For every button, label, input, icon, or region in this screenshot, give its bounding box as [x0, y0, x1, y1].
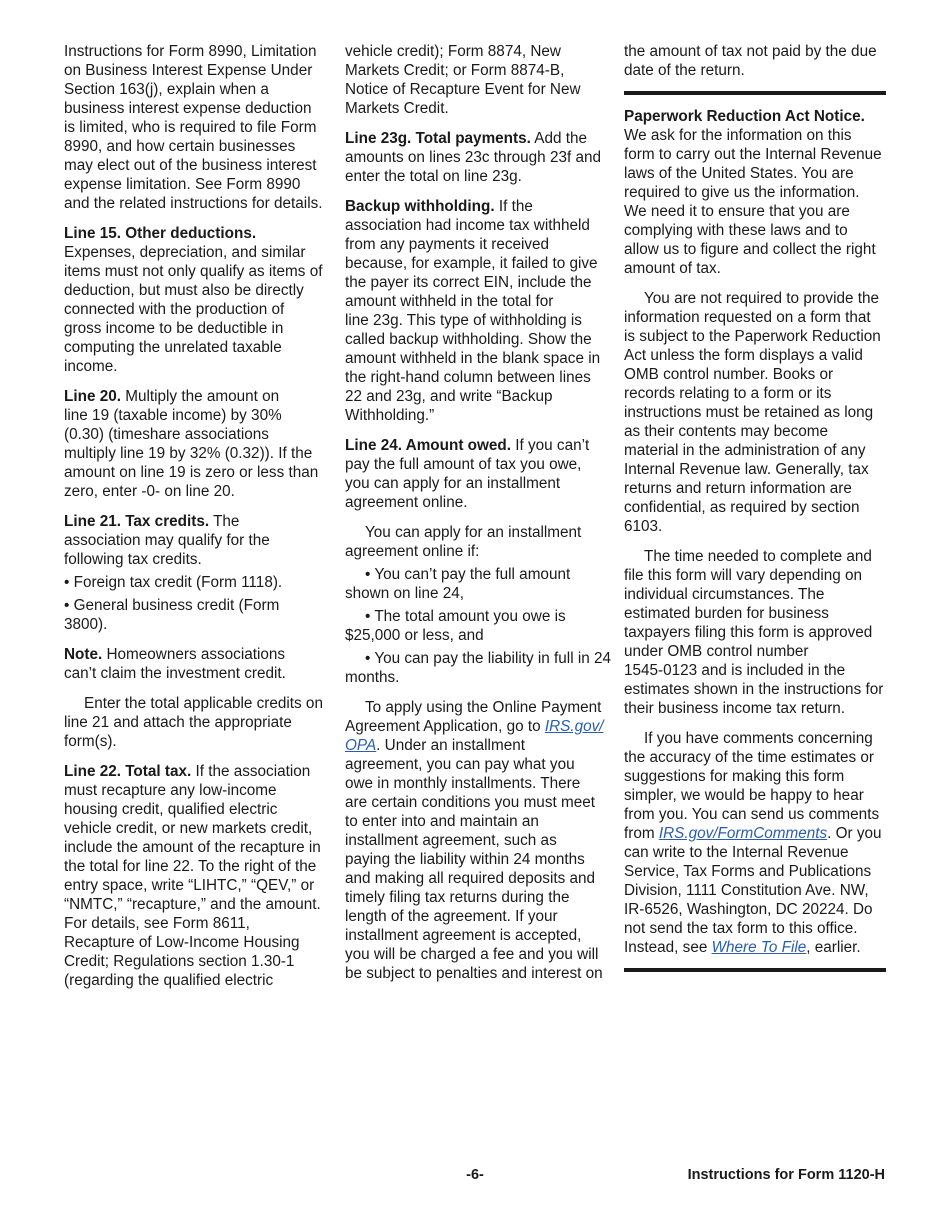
text-line: installment agreement is accepted,	[345, 927, 582, 944]
text-line: We need it to ensure that you are	[624, 203, 850, 220]
text-line: simpler, we would be happy to hear	[624, 787, 864, 804]
text-line: Note. Homeowners associations	[64, 646, 286, 663]
text-line: Service, Tax Forms and Publications	[624, 863, 872, 880]
text-line: Recapture of Low-Income Housing	[64, 934, 300, 951]
column-right	[624, 42, 886, 984]
text-line: IR-6526, Washington, DC 20224. Do	[624, 901, 873, 918]
column-left	[64, 42, 332, 1001]
paragraph-body	[64, 512, 332, 569]
text-line: owe in monthly installments. There	[345, 775, 581, 792]
text-line: is limited, who is required to file Form	[64, 119, 317, 136]
paragraph-body	[64, 387, 332, 501]
paragraph	[345, 197, 613, 425]
text-line: is subject to the Paperwork Reduction	[624, 328, 881, 345]
paragraph-body	[624, 547, 886, 718]
section-divider	[624, 968, 886, 972]
text-line: Credit; Regulations section 1.30-1	[64, 953, 295, 970]
text-line: from IRS.gov/FormComments. Or you	[624, 825, 882, 842]
paragraph-body	[624, 42, 886, 80]
paragraph	[345, 523, 613, 687]
paragraph-body	[345, 698, 613, 983]
text-line: Act unless the form displays a valid	[624, 347, 863, 364]
paragraph	[624, 729, 886, 957]
text-line: form(s).	[64, 733, 117, 750]
text-line: their business income tax return.	[624, 700, 846, 717]
bold-heading: Line 20.	[64, 388, 121, 405]
bold-heading: Line 15. Other deductions.	[64, 225, 257, 242]
text-line: length of the agreement. If your	[345, 908, 558, 925]
text-line	[64, 224, 332, 243]
text-line: because, for example, it failed to give	[345, 255, 598, 272]
link[interactable]: IRS.gov/FormComments	[658, 825, 828, 842]
bold-heading: Line 23g. Total payments.	[345, 130, 531, 147]
text-line: you can apply for an installment	[345, 475, 561, 492]
bold-heading: Line 24. Amount owed.	[345, 437, 512, 454]
text-line: include the amount of the recapture in	[64, 839, 321, 856]
text-line: 22 and 23g, and write “Backup	[345, 388, 553, 405]
text-line: Internal Revenue law. Generally, tax	[624, 461, 869, 478]
text-line: form to carry out the Internal Revenue	[624, 146, 882, 163]
text-line: must recapture any low-income	[64, 782, 277, 799]
paragraph	[64, 512, 332, 634]
text-line: OMB control number. Books or	[624, 366, 834, 383]
bold-heading: Line 22. Total tax.	[64, 763, 192, 780]
text-line: amount withheld in the total for	[345, 293, 554, 310]
text-line: as their contents may become	[624, 423, 829, 440]
paragraph-body	[64, 224, 332, 376]
text-line: • You can’t pay the full amount	[365, 566, 571, 583]
text-line: gross income to be deductible in	[64, 320, 284, 337]
text-line: shown on line 24,	[345, 585, 465, 602]
paragraph	[64, 645, 332, 683]
paragraph-body	[64, 42, 332, 213]
text-line: deduction, but must also be directly	[64, 282, 304, 299]
text-line: suggestions for making this form	[624, 768, 845, 785]
paragraph	[64, 387, 332, 501]
text-line: instructions must be retained as long	[624, 404, 874, 421]
text-line: Withholding.”	[345, 407, 435, 424]
text-line: can’t claim the investment credit.	[64, 665, 286, 682]
paragraph	[345, 698, 613, 983]
text-line: returns and return information are	[624, 480, 852, 497]
text-line: line 21 and attach the appropriate	[64, 714, 292, 731]
text-line: Notice of Recapture Event for New	[345, 81, 581, 98]
section-divider	[624, 91, 886, 95]
text-line: Markets Credit; or Form 8874-B,	[345, 62, 565, 79]
text-line: not send the tax form to this office.	[624, 920, 858, 937]
paragraph	[345, 129, 613, 186]
text-line: allow us to figure and collect the right	[624, 241, 876, 258]
text-line: agreement online.	[345, 494, 468, 511]
paragraph-body	[64, 645, 332, 683]
text-line: are certain conditions you must meet	[345, 794, 595, 811]
paragraph-body	[624, 289, 886, 536]
paragraph	[64, 762, 332, 990]
paragraph-body	[64, 762, 332, 990]
text-line: To apply using the Online Payment	[365, 699, 602, 716]
text-line: from you. You can send us comments	[624, 806, 880, 823]
paragraph	[624, 547, 886, 718]
bold-heading: Paperwork Reduction Act Notice.	[624, 108, 865, 125]
paragraph-body	[345, 129, 613, 186]
text-line: laws of the United States. You are	[624, 165, 854, 182]
text-line: Line 22. Total tax. If the association	[64, 763, 311, 780]
paragraph-body	[345, 197, 613, 425]
text-line: income.	[64, 358, 118, 375]
text-line: amount on line 19 is zero or less than	[64, 464, 319, 481]
text-line: months.	[345, 669, 400, 686]
text-line: • You can pay the liability in full in 24	[365, 650, 612, 667]
text-line: confidential, as required by section	[624, 499, 860, 516]
text-line: from any payments it received	[345, 236, 550, 253]
text-line: be subject to penalties and interest on	[345, 965, 603, 982]
paragraph	[64, 694, 332, 751]
text-line: Instead, see Where To File, earlier.	[624, 939, 861, 956]
paragraph	[624, 42, 886, 80]
text-line: estimates shown in the instructions for	[624, 681, 884, 698]
link[interactable]: Where To File	[711, 939, 807, 956]
text-line: Line 20. Multiply the amount on	[64, 388, 280, 405]
text-line: agreement, you can pay what you	[345, 756, 575, 773]
text-line: enter the total on line 23g.	[345, 168, 522, 185]
bold-heading: Note.	[64, 646, 103, 663]
text-line: Line 23g. Total payments. Add the	[345, 130, 588, 147]
column-middle	[345, 42, 613, 994]
text-line: We ask for the information on this	[624, 127, 852, 144]
text-line: For details, see Form 8611,	[64, 915, 250, 932]
paragraph	[64, 42, 332, 213]
text-line: Instructions for Form 8990, Limitation	[64, 43, 317, 60]
text-line: information requested on a form that	[624, 309, 871, 326]
paragraph-body	[345, 436, 613, 512]
text-line: amounts on lines 23c through 23f and	[345, 149, 601, 166]
paragraph-body	[345, 42, 613, 118]
text-line: line 19 (taxable income) by 30%	[64, 407, 282, 424]
text-line: the total for line 22. To the right of the	[64, 858, 317, 875]
text-line: estimated burden for business	[624, 605, 829, 622]
paragraph-body	[624, 729, 886, 957]
text-line: Agreement Application, go to IRS.gov/	[345, 718, 604, 735]
paragraph-body	[345, 523, 613, 561]
text-line: Section 163(j), explain when a	[64, 81, 269, 98]
text-line: you will be charged a fee and you will	[345, 946, 599, 963]
text-line: on Business Interest Expense Under	[64, 62, 313, 79]
page-number: -6-	[466, 1167, 484, 1183]
text-line: (0.30) (timeshare associations	[64, 426, 269, 443]
text-line: “NMTC,” “recapture,” and the amount.	[64, 896, 321, 913]
text-line: 8990, and how certain businesses	[64, 138, 296, 155]
text-line: Line 21. Tax credits. The	[64, 513, 240, 530]
text-line: Enter the total applicable credits on	[84, 695, 323, 712]
footer-title: Instructions for Form 1120-H	[687, 1167, 885, 1183]
text-line	[624, 107, 886, 126]
text-line: can write to the Internal Revenue	[624, 844, 849, 861]
text-line: vehicle credit, or new markets credit,	[64, 820, 313, 837]
text-line: You can apply for an installment	[365, 524, 582, 541]
paragraph-body	[624, 107, 886, 278]
text-line: installment agreement, such as	[345, 832, 557, 849]
text-line: the accuracy of the time estimates or	[624, 749, 874, 766]
text-line: Markets Credit.	[345, 100, 449, 117]
text-line: entry space, write “LIHTC,” “QEV,” or	[64, 877, 315, 894]
text-line: vehicle credit); Form 8874, New	[345, 43, 561, 60]
text-line: paying the liability within 24 months	[345, 851, 585, 868]
paragraph	[64, 224, 332, 376]
text-line: agreement online if:	[345, 543, 480, 560]
text-line: the payer its correct EIN, include the	[345, 274, 592, 291]
bullet-item	[64, 573, 332, 592]
text-line: amount of tax.	[624, 260, 721, 277]
text-line: items must not only qualify as items of	[64, 263, 323, 280]
text-line: called backup withholding. Show the	[345, 331, 592, 348]
text-line: amount withheld in the blank space in	[345, 350, 601, 367]
text-line: multiply line 19 by 32% (0.32)). If the	[64, 445, 313, 462]
text-line: to enter into and maintain an	[345, 813, 539, 830]
text-line: 1545-0123 and is included in the	[624, 662, 846, 679]
text-line: and the related instructions for details.	[64, 195, 323, 212]
text-line: connected with the production of	[64, 301, 285, 318]
text-line: the right-hand column between lines	[345, 369, 591, 386]
text-line: zero, enter -0- on line 20.	[64, 483, 235, 500]
text-line: business interest expense deduction	[64, 100, 312, 117]
paragraph-body	[64, 694, 332, 751]
text-line: association had income tax withheld	[345, 217, 590, 234]
text-line: file this form will vary depending on	[624, 567, 863, 584]
text-line: and making all required deposits and	[345, 870, 596, 887]
text-line: line 23g. This type of withholding is	[345, 312, 582, 329]
text-line: computing the unrelated taxable	[64, 339, 282, 356]
text-line: $25,000 or less, and	[345, 627, 484, 644]
text-line: following tax credits.	[64, 551, 202, 568]
text-line: date of the return.	[624, 62, 745, 79]
text-line: expense limitation. See Form 8990	[64, 176, 301, 193]
text-line: (regarding the qualified electric	[64, 972, 274, 989]
text-line: If you have comments concerning	[644, 730, 873, 747]
text-line: timely filing tax returns during the	[345, 889, 570, 906]
text-line: required to give us the information.	[624, 184, 860, 201]
text-line: Backup withholding. If the	[345, 198, 533, 215]
text-line: pay the full amount of tax you owe,	[345, 456, 582, 473]
text-line: individual circumstances. The	[624, 586, 825, 603]
text-line: • The total amount you owe is	[365, 608, 566, 625]
text-line: Division, 1111 Constitution Ave. NW,	[624, 882, 869, 899]
text-line: under OMB control number	[624, 643, 809, 660]
bullet-item	[345, 565, 613, 603]
text-line: Expenses, depreciation, and similar	[64, 244, 306, 261]
bold-heading: Line 21. Tax credits.	[64, 513, 210, 530]
paragraph	[624, 107, 886, 278]
paragraph	[345, 42, 613, 118]
text-line: the amount of tax not paid by the due	[624, 43, 877, 60]
bold-heading: Backup withholding.	[345, 198, 495, 215]
text-line: OPA. Under an installment	[345, 737, 525, 754]
link[interactable]: IRS.gov/	[544, 718, 604, 735]
text-line: 6103.	[624, 518, 663, 535]
paragraph	[345, 436, 613, 512]
bullet-item	[345, 607, 613, 645]
text-line: • Foreign tax credit (Form 1118).	[64, 574, 283, 591]
bullet-item	[345, 649, 613, 687]
text-line: may elect out of the business interest	[64, 157, 317, 174]
text-line: association may qualify for the	[64, 532, 270, 549]
text-line: Line 24. Amount owed. If you can’t	[345, 437, 590, 454]
text-line: complying with these laws and to	[624, 222, 848, 239]
text-line: material in the administration of any	[624, 442, 866, 459]
text-line: 3800).	[64, 616, 108, 633]
paragraph	[624, 289, 886, 536]
text-line: records relating to a form or its	[624, 385, 832, 402]
link[interactable]: OPA	[345, 737, 377, 754]
text-line: The time needed to complete and	[644, 548, 872, 565]
bullet-item	[64, 596, 332, 634]
text-line: housing credit, qualified electric	[64, 801, 278, 818]
text-line: You are not required to provide the	[644, 290, 880, 307]
text-line: • General business credit (Form	[64, 597, 280, 614]
text-line: taxpayers filing this form is approved	[624, 624, 873, 641]
